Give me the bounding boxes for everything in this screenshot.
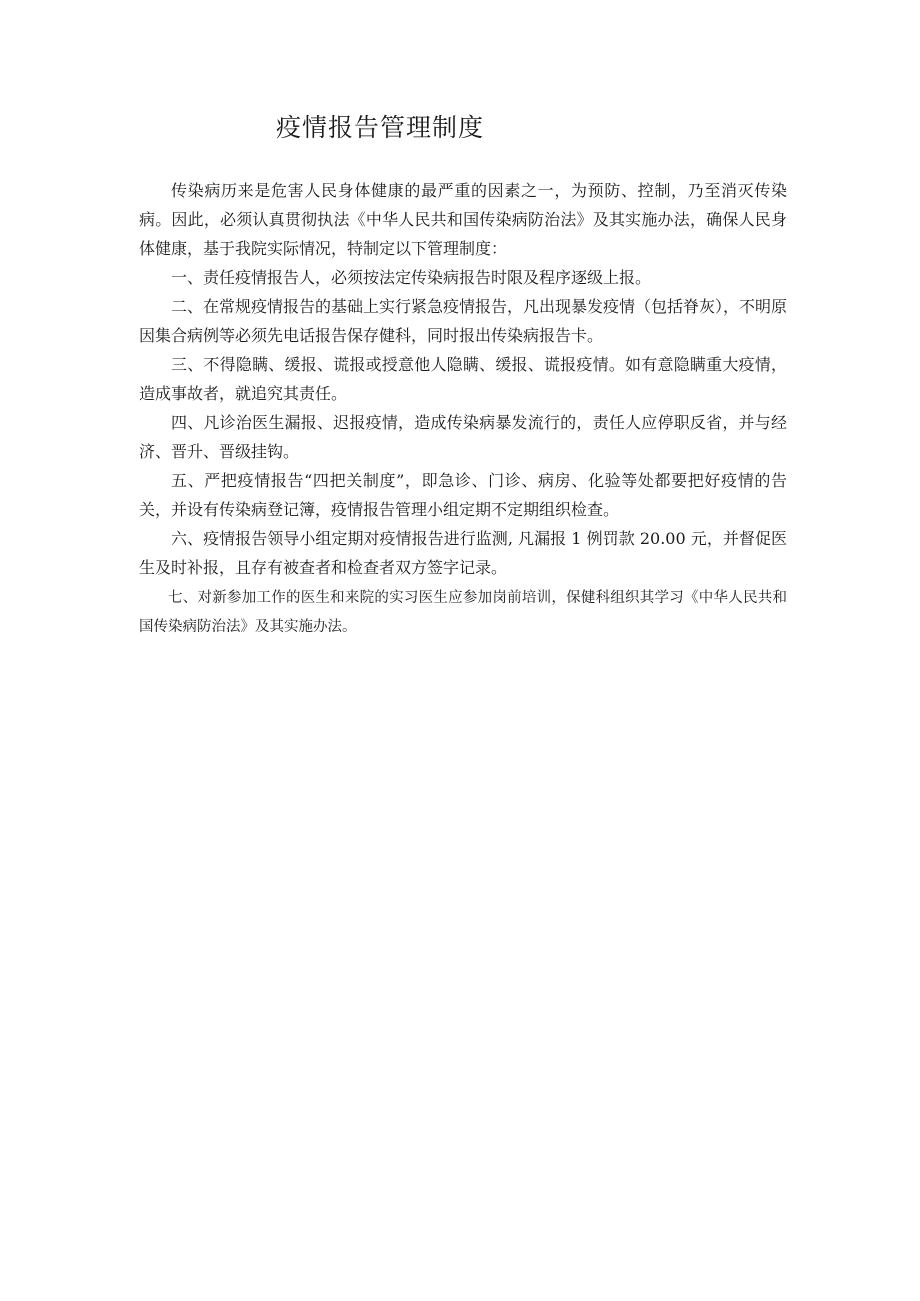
paragraph-rule-2: 二、在常规疫情报告的基础上实行紧急疫情报告，凡出现暴发疫情（包括脊灰），不明原因集合病例等必须先电话报告保存健科，同时报出传染病报告卡。 <box>139 297 788 345</box>
document-body <box>139 176 787 642</box>
paragraph-rule-5: 五、严把疫情报告“四把关制度”，即急诊、门诊、病房、化验等处都要把好疫情的告关，并设有传染病登记簿，疫情报告管理小组定期不定期组织检查。 <box>139 471 787 519</box>
paragraph-intro: 传染病历来是危害人民身体健康的最严重的因素之一，为预防、控制，乃至消灭传染病。因此，必须认真贯彻执法《中华人民共和国传染病防治法》及其实施办法，确保人民身体健康，基于我院实际情况，特制定以下管理制度： <box>139 181 787 258</box>
paragraph-rule-1: 一、责任疫情报告人，必须按法定传染病报告时限及程序逐级上报。 <box>171 268 652 287</box>
paragraph-rule-4: 四、凡诊治医生漏报、迟报疫情，造成传染病暴发流行的，责任人应停职反省，并与经济、晋升、晋级挂钩。 <box>139 413 787 461</box>
paragraph-rule-7: 七、对新参加工作的医生和来院的实习医生应参加岗前培训，保健科组织其学习《中华人民共和国传染病防治法》及其实施办法。 <box>139 590 787 635</box>
paragraph-rule-6: 六、疫情报告领导小组定期对疫情报告进行监测, 凡漏报 1 例罚款 20.00 元，并督促医生及时补报，且存有被查者和检查者双方签字记录。 <box>139 529 787 577</box>
document-title: 疫情报告管理制度 <box>276 113 485 142</box>
paragraph-rule-3: 三、不得隐瞒、缓报、谎报或授意他人隐瞒、缓报、谎报疫情。如有意隐瞒重大疫情，造成事故者，就追究其责任。 <box>139 355 787 403</box>
